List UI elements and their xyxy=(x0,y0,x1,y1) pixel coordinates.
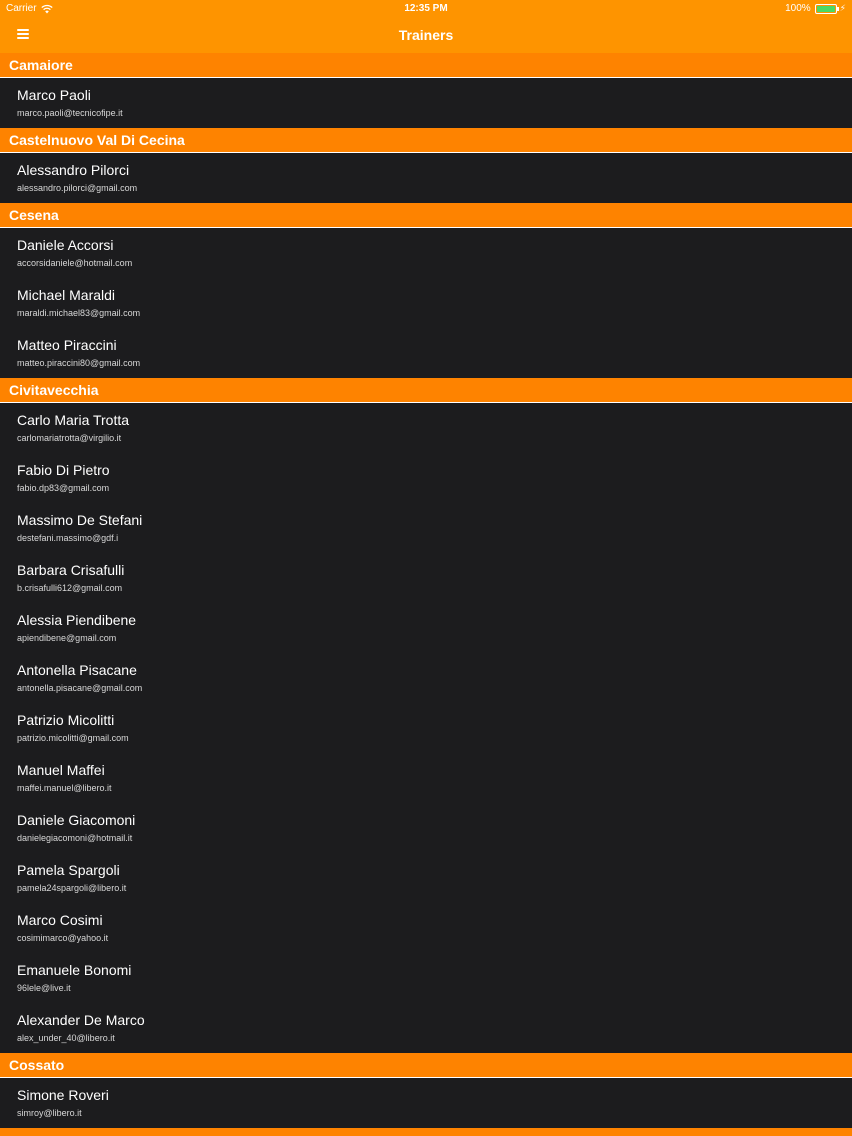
trainer-row[interactable] xyxy=(0,853,852,903)
trainer-email: patrizio.micolitti@gmail.com xyxy=(17,733,129,743)
trainer-name: Alexander De Marco xyxy=(17,1012,145,1028)
trainer-email: danielegiacomoni@hotmail.it xyxy=(17,833,133,843)
trainer-name: Daniele Accorsi xyxy=(17,237,114,253)
trainer-email: maffei.manuel@libero.it xyxy=(17,783,112,793)
battery-icon xyxy=(815,4,837,14)
navigation-bar xyxy=(0,17,852,53)
trainer-email: simroy@libero.it xyxy=(17,1108,82,1118)
trainer-email: accorsidaniele@hotmail.com xyxy=(17,258,133,268)
trainer-email: fabio.dp83@gmail.com xyxy=(17,483,110,493)
trainer-name: Fabio Di Pietro xyxy=(17,462,110,478)
trainer-name: Emanuele Bonomi xyxy=(17,962,132,978)
trainer-name: Marco Paoli xyxy=(17,87,91,103)
trainer-email: destefani.massimo@gdf.i xyxy=(17,533,119,543)
status-right xyxy=(785,3,846,14)
trainer-row[interactable] xyxy=(0,328,852,378)
trainer-row[interactable] xyxy=(0,903,852,953)
trainer-row[interactable] xyxy=(0,1003,852,1053)
trainer-email: alex_under_40@libero.it xyxy=(17,1033,115,1043)
trainer-name: Marco Cosimi xyxy=(17,912,103,928)
trainer-email: cosimimarco@yahoo.it xyxy=(17,933,109,943)
trainer-email: maraldi.michael83@gmail.com xyxy=(17,308,141,318)
trainer-name: Massimo De Stefani xyxy=(17,512,143,528)
section-header: Castelnuovo Val Di Cecina xyxy=(0,128,852,153)
trainer-row[interactable] xyxy=(0,153,852,203)
trainer-email: 96lele@live.it xyxy=(17,983,71,993)
trainer-row[interactable] xyxy=(0,278,852,328)
trainer-email: apiendibene@gmail.com xyxy=(17,633,117,643)
trainer-name: Pamela Spargoli xyxy=(17,862,120,878)
trainer-row[interactable] xyxy=(0,1078,852,1128)
trainer-name: Matteo Piraccini xyxy=(17,337,117,353)
trainer-row[interactable] xyxy=(0,553,852,603)
trainer-email: marco.paoli@tecnicofipe.it xyxy=(17,108,123,118)
battery-fill xyxy=(817,6,835,12)
charging-bolt-icon: ⚡ xyxy=(839,3,846,13)
page-title: Trainers xyxy=(398,27,454,43)
trainers-list[interactable] xyxy=(0,53,852,1136)
status-time: 12:35 PM xyxy=(404,3,448,14)
trainer-row[interactable] xyxy=(0,403,852,453)
trainer-row[interactable] xyxy=(0,753,852,803)
status-bar xyxy=(0,0,852,17)
trainer-email: b.crisafulli612@gmail.com xyxy=(17,583,123,593)
section-header: Cossato xyxy=(0,1053,852,1078)
section-header: Camaiore xyxy=(0,53,852,78)
trainer-row[interactable] xyxy=(0,78,852,128)
trainer-name: Carlo Maria Trotta xyxy=(17,412,130,428)
trainer-row[interactable] xyxy=(0,453,852,503)
carrier-label: Carrier xyxy=(6,3,37,14)
trainer-name: Daniele Giacomoni xyxy=(17,812,136,828)
trainer-name: Antonella Pisacane xyxy=(17,662,137,678)
trainer-name: Michael Maraldi xyxy=(17,287,116,303)
trainer-row[interactable] xyxy=(0,603,852,653)
trainer-email: pamela24spargoli@libero.it xyxy=(17,883,127,893)
trainer-row[interactable] xyxy=(0,653,852,703)
trainer-name: Barbara Crisafulli xyxy=(17,562,125,578)
trainer-row[interactable] xyxy=(0,703,852,753)
trainer-name: Patrizio Micolitti xyxy=(17,712,115,728)
trainer-row[interactable] xyxy=(0,803,852,853)
trainer-row[interactable] xyxy=(0,503,852,553)
trainer-email: matteo.piraccini80@gmail.com xyxy=(17,358,141,368)
trainer-email: carlomariatrotta@virgilio.it xyxy=(17,433,122,443)
section-header: Cesena xyxy=(0,203,852,228)
trainer-row[interactable] xyxy=(0,228,852,278)
trainer-email: antonella.pisacane@gmail.com xyxy=(17,683,143,693)
trainer-row[interactable] xyxy=(0,953,852,1003)
section-header: Civitavecchia xyxy=(0,378,852,403)
battery-nub xyxy=(837,7,839,11)
trainer-name: Alessandro Pilorci xyxy=(17,162,130,178)
section-header xyxy=(0,1128,852,1136)
trainer-email: alessandro.pilorci@gmail.com xyxy=(17,183,138,193)
battery-percent: 100% xyxy=(785,3,811,14)
trainer-name: Alessia Piendibene xyxy=(17,612,137,628)
trainer-name: Manuel Maffei xyxy=(17,762,105,778)
trainer-name: Simone Roveri xyxy=(17,1087,109,1103)
